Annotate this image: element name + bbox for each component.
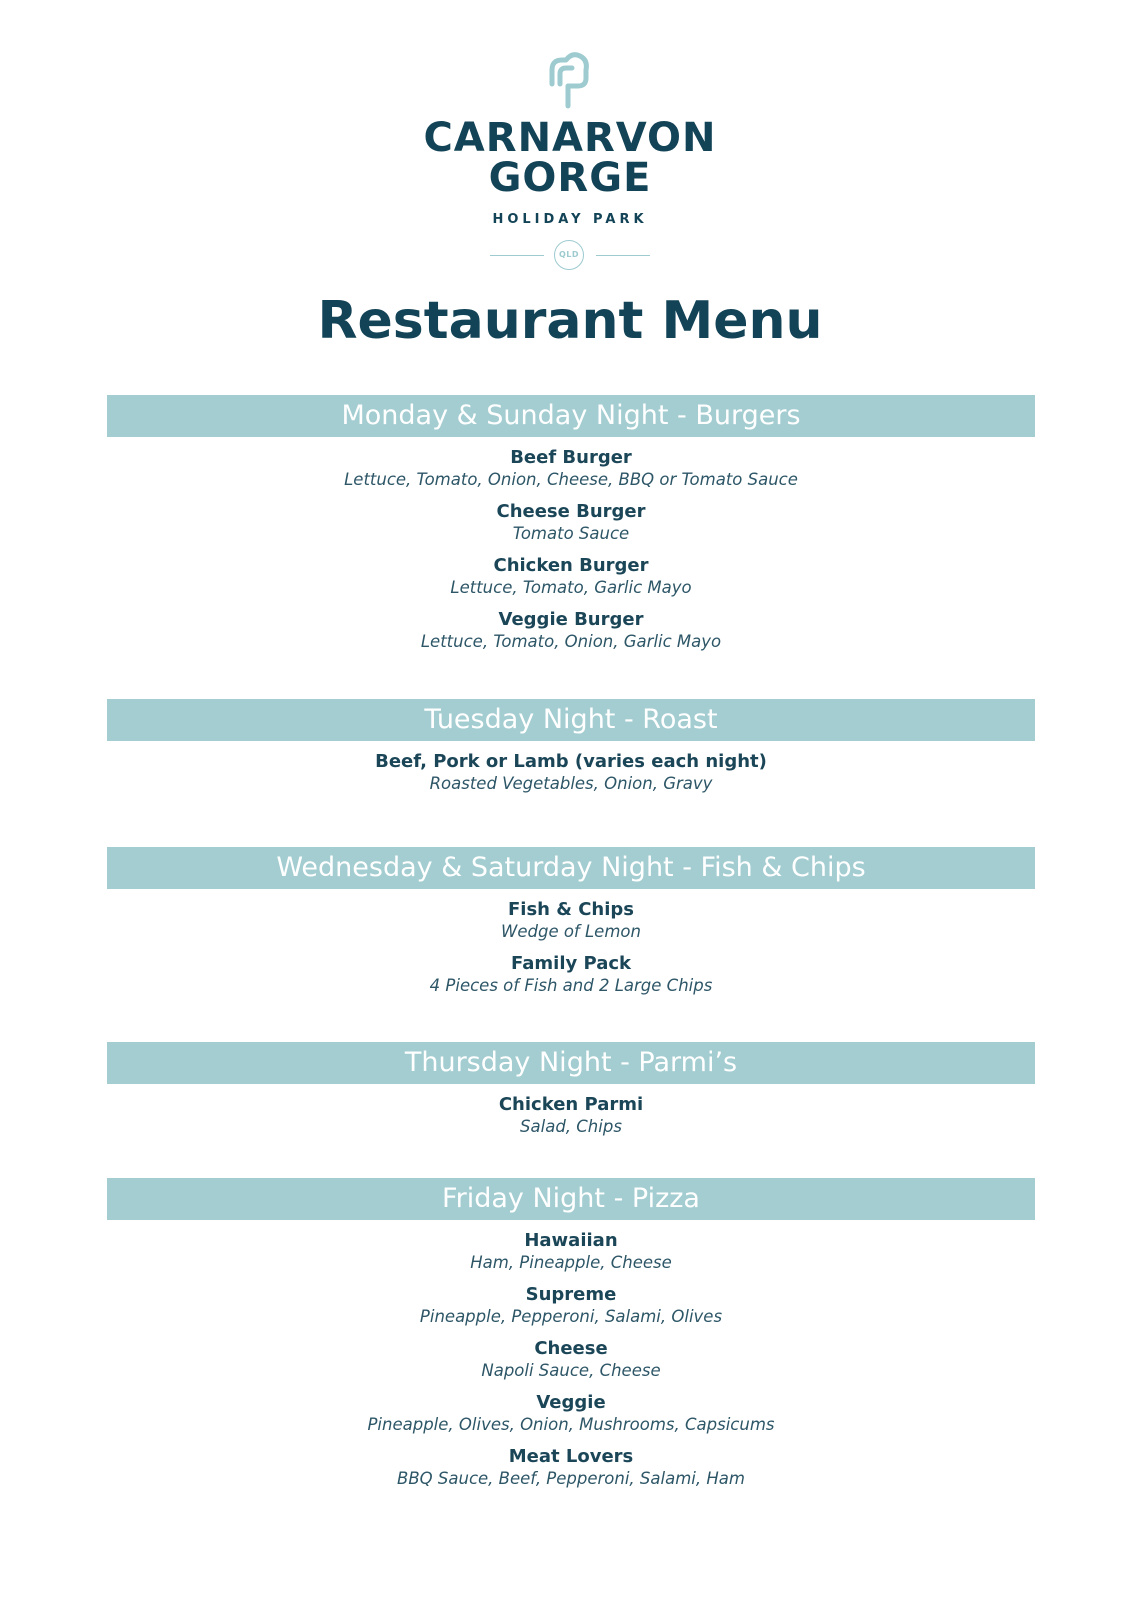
logo-subtitle: HOLIDAY PARK: [492, 212, 648, 227]
menu-item: [107, 554, 1035, 599]
menu-section-fish-and-chips: [107, 847, 1035, 1006]
item-description: BBQ Sauce, Beef, Pepperoni, Salami, Ham: [397, 1469, 745, 1488]
section-items: [107, 1220, 1035, 1490]
page-title: Restaurant Menu: [317, 291, 823, 351]
item-name: Beef Burger: [510, 447, 632, 468]
section-heading: Tuesday Night - Roast: [107, 699, 1035, 741]
menu-item: [107, 500, 1035, 545]
section-heading: Wednesday & Saturday Night - Fish & Chips: [107, 847, 1035, 889]
item-name: Chicken Burger: [493, 555, 649, 576]
item-name: Beef, Pork or Lamb (varies each night): [375, 751, 767, 772]
brand-logo: [0, 48, 1140, 273]
item-description: Salad, Chips: [520, 1117, 622, 1136]
menu-item: [107, 446, 1035, 491]
item-description: Wedge of Lemon: [501, 922, 641, 941]
section-heading: Thursday Night - Parmi’s: [107, 1042, 1035, 1084]
section-items: [107, 1084, 1035, 1138]
section-heading: Friday Night - Pizza: [107, 1178, 1035, 1220]
item-description: Ham, Pineapple, Cheese: [470, 1253, 672, 1272]
menu-item: [107, 608, 1035, 653]
section-items: [107, 741, 1035, 795]
section-items: [107, 889, 1035, 997]
gorge-logo-icon: [538, 48, 602, 112]
logo-wordmark-line2: GORGE: [488, 155, 652, 201]
section-items: [107, 437, 1035, 653]
item-description: Napoli Sauce, Cheese: [481, 1361, 661, 1380]
menu-item: [107, 1093, 1035, 1138]
menu-item: [107, 1229, 1035, 1274]
menu-item: [107, 1391, 1035, 1436]
item-description: 4 Pieces of Fish and 2 Large Chips: [429, 976, 713, 995]
menu-section-roast: [107, 699, 1035, 804]
menu-section-burgers: [107, 395, 1035, 662]
menu-item: [107, 750, 1035, 795]
logo-wordmark-line1: CARNARVON: [423, 115, 717, 161]
item-name: Chicken Parmi: [498, 1094, 644, 1115]
item-description: Pineapple, Pepperoni, Salami, Olives: [419, 1307, 723, 1326]
menu-item: [107, 952, 1035, 997]
item-description: Pineapple, Olives, Onion, Mushrooms, Capsicums: [367, 1415, 775, 1434]
menu-item: [107, 898, 1035, 943]
logo-divider-right: [596, 255, 650, 256]
logo-badge-row: [490, 239, 650, 273]
section-heading: Monday & Sunday Night - Burgers: [107, 395, 1035, 437]
item-name: Cheese: [534, 1338, 608, 1359]
item-description: Lettuce, Tomato, Garlic Mayo: [450, 578, 692, 597]
item-name: Family Pack: [511, 953, 631, 974]
item-description: Lettuce, Tomato, Onion, Cheese, BBQ or Tomato Sauce: [344, 470, 798, 489]
item-name: Veggie Burger: [498, 609, 644, 630]
item-description: Tomato Sauce: [512, 524, 630, 543]
menu-item: [107, 1337, 1035, 1382]
menu-section-parmis: [107, 1042, 1035, 1147]
menu-item: [107, 1445, 1035, 1490]
item-description: Roasted Vegetables, Onion, Gravy: [429, 774, 713, 793]
item-name: Veggie: [536, 1392, 606, 1413]
item-name: Fish & Chips: [507, 899, 635, 920]
item-description: Lettuce, Tomato, Onion, Garlic Mayo: [420, 632, 722, 651]
item-name: Cheese Burger: [496, 501, 646, 522]
state-badge: QLD: [554, 240, 584, 270]
menu-item: [107, 1283, 1035, 1328]
logo-divider-left: [490, 255, 544, 256]
item-name: Meat Lovers: [508, 1446, 634, 1467]
menu-section-pizza: [107, 1178, 1035, 1499]
item-name: Hawaiian: [524, 1230, 618, 1251]
item-name: Supreme: [525, 1284, 617, 1305]
